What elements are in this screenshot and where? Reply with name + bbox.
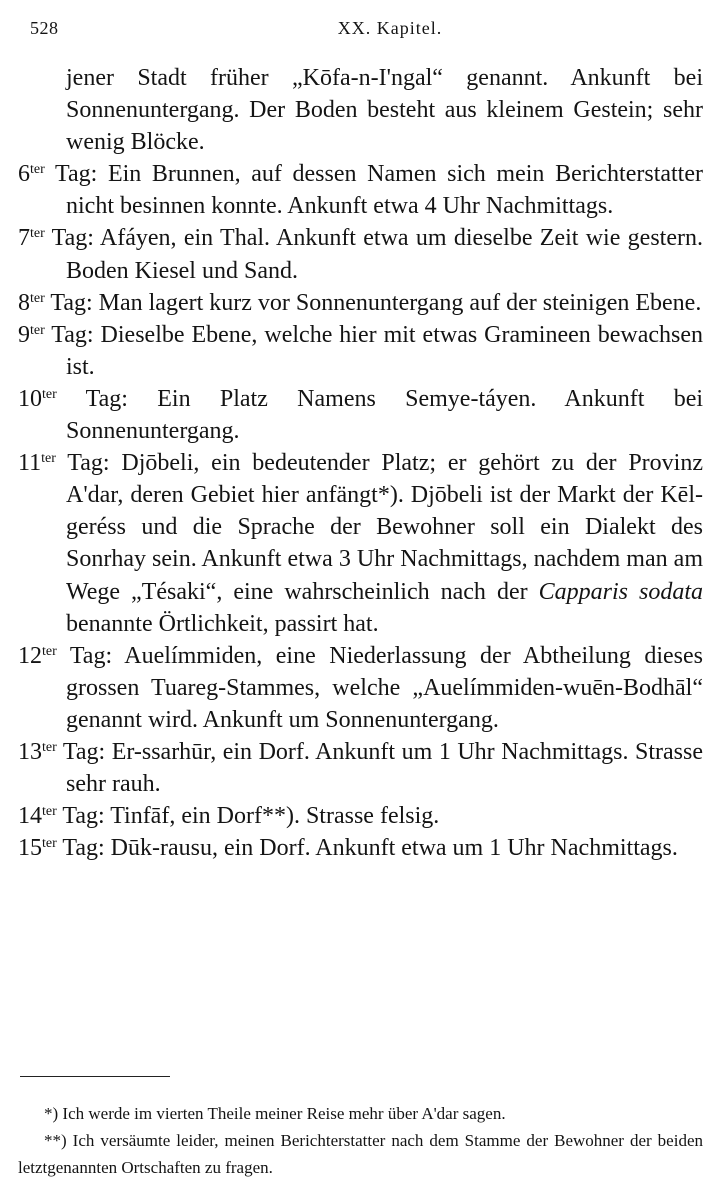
day-text: Dūk-rausu, ein Dorf. Ankunft etwa um 1 Uhr Nachmittags. xyxy=(104,835,678,862)
italic-plant-name: Capparis sodata xyxy=(538,578,703,605)
footnote xyxy=(18,1100,703,1127)
day-text: Djōbeli, ein bedeutender Platz; er gehört zu der Provinz A'dar, deren Gebiet hier anfängt*). Djōbeli ist der Markt der Kēl-geréss und die Sprache der Bewohner soll ein Dialekt des Sonrhay sein. Ankunft etwa 3 Uhr Nachmittags, nachdem man am Wege „Tésaki“, eine wahrscheinlich nach der xyxy=(66,450,703,605)
running-head: XX. Kapitel. xyxy=(337,18,443,38)
day-label: $12^{ter}$ Tag: xyxy=(18,642,113,669)
day-text: Afáyen, ein Thal. Ankunft etwa um dieselbe Zeit wie gestern. Boden Kiesel und Sand. xyxy=(66,225,703,284)
footnote-marker: **) xyxy=(44,1131,67,1150)
day-label: $15^{ter}$ Tag: xyxy=(18,835,105,862)
page-header xyxy=(30,18,710,48)
footnote-text: Ich versäumte leider, meinen Berichterstatter nach dem Stamme der Bewohner der beiden letztgenannten Ortschaften zu fragen. xyxy=(18,1131,703,1177)
day-label: $6^{ter}$ Tag: xyxy=(18,161,98,188)
footnotes xyxy=(18,1100,703,1181)
day-label: $8^{ter}$ Tag: xyxy=(18,289,93,316)
day-text-end: benannte Örtlichkeit, passirt hat. xyxy=(66,610,379,637)
footnote xyxy=(18,1127,703,1181)
body-text xyxy=(18,62,703,864)
day-entry xyxy=(18,447,703,640)
day-label: $11^{ter}$ Tag: xyxy=(18,450,110,477)
day-label: $10^{ter}$ Tag: xyxy=(18,385,128,412)
day-text: Er-ssarhūr, ein Dorf. Ankunft um 1 Uhr Nachmittags. Strasse sehr rauh. xyxy=(66,738,704,798)
day-text: Auelímmiden, eine Niederlassung der Abtheilung dieses grossen Tuareg-Stammes, welche „Auelímmiden-wuēn-Bodhāl“ genannt wird. Ankunft um Sonnenuntergang. xyxy=(66,642,703,733)
footnote-marker: *) xyxy=(44,1104,59,1123)
day-entry xyxy=(18,800,703,832)
day-label: $9^{ter}$ Tag: xyxy=(18,321,94,348)
day-entry xyxy=(18,319,703,383)
day-text: Ein Platz Namens Semye-táyen. Ankunft bei Sonnenuntergang. xyxy=(66,385,704,445)
day-entry xyxy=(18,287,703,319)
day-entry xyxy=(18,383,703,447)
footnote-text: Ich werde im vierten Theile meiner Reise mehr über A'dar sagen. xyxy=(58,1104,506,1123)
day-label: $13^{ter}$ Tag: xyxy=(18,738,106,765)
day-entry xyxy=(18,158,703,222)
page-number: 528 xyxy=(30,18,59,38)
day-entry xyxy=(18,222,703,286)
day-text: Tinfāf, ein Dorf**). Strasse felsig. xyxy=(104,803,440,830)
day-label: $7^{ter}$ Tag: xyxy=(18,225,94,252)
continuation-paragraph: jener Stadt früher „Kōfa-n-I'ngal“ genannt. Ankunft bei Sonnenuntergang. Der Boden besteht aus kleinem Gestein; sehr wenig Blöcke. xyxy=(66,65,703,156)
day-text: Ein Brunnen, auf dessen Namen sich mein Berichterstatter nicht besinnen konnte. Ankunft etwa 4 Uhr Nachmittags. xyxy=(66,161,703,220)
day-entry xyxy=(18,736,703,800)
day-entry xyxy=(18,640,703,736)
day-entry xyxy=(18,832,703,864)
footnote-divider xyxy=(20,1076,170,1077)
day-text: Man lagert kurz vor Sonnenuntergang auf der steinigen Ebene. xyxy=(92,289,702,316)
day-text: Dieselbe Ebene, welche hier mit etwas Gramineen bewachsen ist. xyxy=(66,321,703,380)
day-label: $14^{ter}$ Tag: xyxy=(18,803,105,830)
